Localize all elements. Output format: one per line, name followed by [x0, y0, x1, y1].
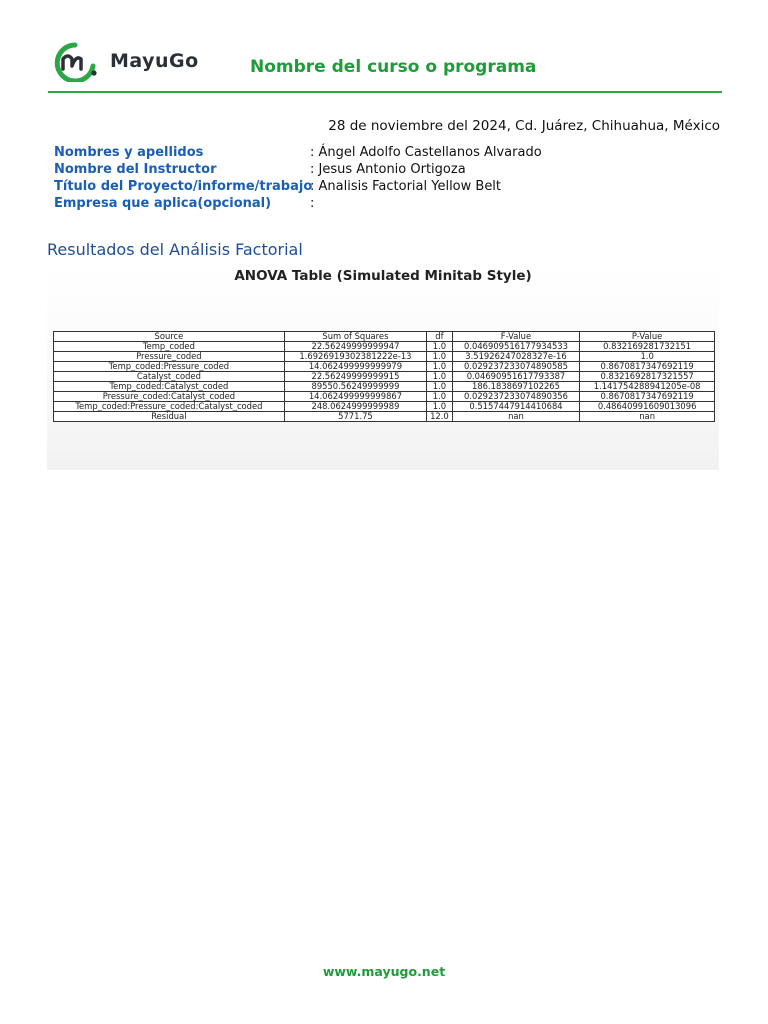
info-row-instructor	[54, 162, 734, 179]
mayugo-logo-icon	[52, 42, 98, 82]
column-header: P-Value	[580, 332, 715, 342]
table-cell: 0.8670817347692119	[580, 392, 715, 402]
info-row-company	[54, 196, 734, 213]
table-row	[54, 382, 715, 392]
table-cell: 89550.56249999999	[284, 382, 426, 392]
table-cell: 0.8670817347692119	[580, 362, 715, 372]
table-cell: Pressure_coded:Catalyst_coded	[54, 392, 285, 402]
table-cell: Residual	[54, 412, 285, 422]
table-cell: 0.046909516177934533	[452, 342, 580, 352]
column-header: Sum of Squares	[284, 332, 426, 342]
table-cell: 0.832169281732151	[580, 342, 715, 352]
info-label: Nombres y apellidos	[54, 145, 204, 160]
table-cell: 0.48640991609013096	[580, 402, 715, 412]
anova-figure	[47, 264, 719, 470]
table-cell: 14.062499999999979	[284, 362, 426, 372]
table-cell: 1.0	[427, 362, 453, 372]
table-cell: 1.0	[427, 382, 453, 392]
column-header: df	[427, 332, 453, 342]
table-row	[54, 362, 715, 372]
table-cell: 1.0	[580, 352, 715, 362]
table-row	[54, 392, 715, 402]
info-row-project	[54, 179, 734, 196]
table-cell: 0.8321692817321557	[580, 372, 715, 382]
table-cell: 1.6926919302381222e-13	[284, 352, 426, 362]
table-cell: 22.56249999999915	[284, 372, 426, 382]
info-value: : Analisis Factorial Yellow Belt	[310, 179, 502, 194]
table-cell: 0.029237233074890356	[452, 392, 580, 402]
info-value: :	[310, 196, 315, 211]
table-row	[54, 402, 715, 412]
table-cell: 1.141754288941205e-08	[580, 382, 715, 392]
date-location: 28 de noviembre del 2024, Cd. Juárez, Chihuahua, México	[328, 118, 720, 134]
table-cell: 0.5157447914410684	[452, 402, 580, 412]
table-cell: 1.0	[427, 342, 453, 352]
column-header: F-Value	[452, 332, 580, 342]
section-title: Resultados del Análisis Factorial	[47, 240, 303, 259]
table-cell: Temp_coded:Pressure_coded:Catalyst_coded	[54, 402, 285, 412]
header	[52, 40, 722, 94]
table-cell: 1.0	[427, 392, 453, 402]
table-cell: Temp_coded	[54, 342, 285, 352]
table-cell: 22.56249999999947	[284, 342, 426, 352]
table-row	[54, 412, 715, 422]
footer-website-link[interactable]: www.mayugo.net	[322, 964, 446, 979]
table-cell: Catalyst_coded	[54, 372, 285, 382]
info-label: Título del Proyecto/informe/trabajo	[54, 179, 313, 194]
info-label: Empresa que aplica(opcional)	[54, 196, 272, 211]
table-cell: 1.0	[427, 402, 453, 412]
table-header-row	[54, 332, 715, 342]
table-cell: nan	[452, 412, 580, 422]
table-row	[54, 352, 715, 362]
table-cell: 1.0	[427, 352, 453, 362]
table-cell: Temp_coded:Pressure_coded	[54, 362, 285, 372]
anova-title: ANOVA Table (Simulated Minitab Style)	[234, 268, 532, 284]
course-title: Nombre del curso o programa	[250, 57, 537, 77]
table-cell: Temp_coded:Catalyst_coded	[54, 382, 285, 392]
info-label: Nombre del Instructor	[54, 162, 217, 177]
table-cell: 248.0624999999989	[284, 402, 426, 412]
info-value: : Ángel Adolfo Castellanos Alvarado	[310, 145, 542, 160]
anova-table	[53, 331, 715, 422]
info-row-name	[54, 145, 734, 162]
table-cell: 12.0	[427, 412, 453, 422]
table-cell: 14.062499999999867	[284, 392, 426, 402]
info-block	[54, 145, 734, 213]
brand-name: MayuGo	[110, 50, 199, 72]
table-cell: Pressure_coded	[54, 352, 285, 362]
table-cell: 186.1838697102265	[452, 382, 580, 392]
table-cell: 0.04690951617793387	[452, 372, 580, 382]
table-row	[54, 342, 715, 352]
column-header: Source	[54, 332, 285, 342]
info-value: : Jesus Antonio Ortigoza	[310, 162, 466, 177]
table-row	[54, 372, 715, 382]
header-divider	[48, 91, 722, 93]
table-cell: 5771.75	[284, 412, 426, 422]
table-cell: 3.51926247028327e-16	[452, 352, 580, 362]
table-cell: 0.029237233074890585	[452, 362, 580, 372]
table-cell: nan	[580, 412, 715, 422]
table-cell: 1.0	[427, 372, 453, 382]
